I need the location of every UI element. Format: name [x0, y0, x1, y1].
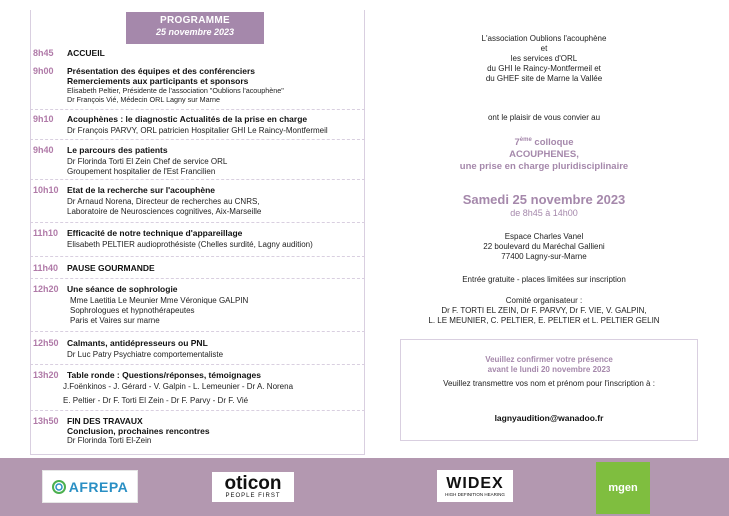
item-line: J.Foënkinos - J. Gérard - V. Galpin - L. Lemeunier - Dr A. Norena: [63, 382, 294, 391]
colloque-block: [395, 134, 693, 173]
item-title: Table ronde : Questions/réponses, témoignages: [67, 370, 261, 380]
item-title-2: Remerciements aux participants et sponsors: [67, 76, 249, 86]
divider: [30, 179, 365, 180]
item-time: 8h45: [33, 48, 54, 58]
item-line: Mme Laetitia Le Meunier Mme Véronique GALPIN: [70, 296, 249, 305]
date-block: [395, 192, 693, 219]
item-title: FIN DES TRAVAUX: [67, 416, 143, 426]
venue-block: [395, 232, 693, 262]
item-line: Paris et Vaires sur marne: [70, 316, 160, 325]
item-line: Laboratoire de Neurosciences cognitives, Aix-Marseille: [67, 207, 262, 216]
venue-line: 22 boulevard du Maréchal Gallieni: [483, 242, 605, 251]
committee-line: Dr F. TORTI EL ZEIN, Dr F. PARVY, Dr F. VIE, V. GALPIN,: [441, 306, 647, 315]
item-time: 12h20: [33, 284, 59, 294]
item-line: Groupement hospitalier de l'Est Francilien: [67, 167, 216, 176]
item-title-2: Conclusion, prochaines rencontres: [67, 426, 210, 436]
venue-line: Espace Charles Vanel: [504, 232, 584, 241]
divider: [30, 278, 365, 279]
afrepa-text: AFREPA: [68, 478, 129, 495]
oticon-logo: [212, 472, 294, 502]
widex-tagline: HIGH DEFINITION HEARING: [445, 492, 505, 497]
item-title: Présentation des équipes et des conférenciers: [67, 66, 256, 76]
afrepa-logo: [42, 470, 138, 503]
committee-title: Comité organisateur :: [505, 296, 583, 305]
divider: [30, 222, 365, 223]
item-line: Dr François Vié, Médecin ORL Lagny sur Marne: [67, 95, 220, 104]
divider: [30, 364, 365, 365]
item-line: Elisabeth Peltier, Présidente de l'association "Oublions l'acouphène": [67, 86, 284, 95]
item-title: PAUSE GOURMANDE: [67, 263, 155, 273]
item-line: Dr François PARVY, ORL patricien Hospitalier GHI Le Raincy-Montfermeil: [67, 126, 328, 135]
confirm-instruction: Veuillez transmettre vos nom et prénom pour l'inscription à :: [443, 379, 655, 388]
mgen-logo: [596, 462, 650, 514]
event-date: Samedi 25 novembre 2023: [462, 192, 626, 207]
colloque-name: ACOUPHENES,: [509, 149, 579, 161]
item-time: 11h10: [33, 228, 59, 238]
organizer-line: L'association Oublions l'acouphène: [481, 34, 607, 43]
invite-text-line: ont le plaisir de vous convier au: [487, 113, 601, 122]
item-title: ACCUEIL: [67, 48, 105, 58]
colloque-ordinal: 7: [514, 137, 520, 149]
programme-header: [126, 12, 264, 44]
entry-info: [395, 275, 693, 285]
organizer-line: les services d'ORL: [510, 54, 578, 63]
item-line: Dr Luc Patry Psychiatre comportementaliste: [67, 350, 224, 359]
item-title: Etat de la recherche sur l'acouphène: [67, 185, 215, 195]
registration-email[interactable]: lagnyaudition@wanadoo.fr: [494, 413, 604, 423]
venue-line: 77400 Lagny-sur-Marne: [501, 252, 587, 261]
oticon-tagline: PEOPLE FIRST: [225, 493, 281, 499]
item-time: 13h20: [33, 370, 59, 380]
colloque-number: [395, 134, 693, 149]
divider: [30, 256, 365, 257]
item-time: 10h10: [33, 185, 59, 195]
divider: [30, 331, 365, 332]
item-title: Efficacité de notre technique d'appareillage: [67, 228, 243, 238]
item-time: 12h50: [33, 338, 59, 348]
invite-text: [395, 113, 693, 123]
confirm-line-2: avant le lundi 20 novembre 2023: [487, 365, 611, 374]
mgen-text: mgen: [608, 482, 638, 494]
oticon-text: oticon: [224, 473, 282, 494]
divider: [30, 109, 365, 110]
item-line: Elisabeth PELTIER audioprothésiste (Chelles surdité, Lagny audition): [67, 240, 313, 249]
colloque-sup: ème: [519, 137, 532, 143]
programme-date: 25 novembre 2023: [155, 27, 235, 37]
item-line: Sophrologues et hypnothérapeutes: [70, 306, 195, 315]
entry-text: Entrée gratuite - places limitées sur inscription: [462, 275, 626, 284]
divider: [30, 410, 365, 411]
organizer-line: et: [540, 44, 548, 53]
item-time: 9h00: [33, 66, 54, 76]
item-time: 9h40: [33, 145, 54, 155]
confirm-box: [400, 339, 698, 441]
committee-line: L. LE MEUNIER, C. PELTIER, E. PELTIER et L. PELTIER GELIN: [428, 316, 660, 325]
afrepa-swirl-icon: [52, 480, 66, 494]
widex-text: WIDEX: [446, 475, 504, 492]
organizer-line: du GHEF site de Marne la Vallée: [485, 74, 603, 83]
organizers-block: [395, 34, 693, 84]
colloque-subtitle: une prise en charge pluridisciplinaire: [459, 161, 629, 173]
confirm-line-1: Veuillez confirmer votre présence: [485, 355, 613, 364]
item-title: Calmants, antidépresseurs ou PNL: [67, 338, 208, 348]
item-line: Dr Florinda Torti El-Zein: [67, 436, 152, 445]
programme-title: PROGRAMME: [160, 15, 230, 26]
item-title: Une séance de sophrologie: [67, 284, 178, 294]
item-time: 11h40: [33, 263, 59, 273]
item-line: Dr Florinda Torti El Zein Chef de service ORL: [67, 157, 228, 166]
item-title: Acouphènes : le diagnostic Actualités de la prise en charge: [67, 114, 308, 124]
divider: [30, 139, 365, 140]
item-time: 9h10: [33, 114, 54, 124]
organizer-line: du GHI le Raincy-Montfermeil et: [487, 64, 601, 73]
item-time: 13h50: [33, 416, 59, 426]
item-line: E. Peltier - Dr F. Torti El Zein - Dr F. Parvy - Dr F. Vié: [63, 396, 249, 405]
item-title: Le parcours des patients: [67, 145, 168, 155]
colloque-word: colloque: [531, 137, 574, 149]
event-hours: de 8h45 à 14h00: [510, 208, 578, 218]
item-line: Dr Arnaud Norena, Directeur de recherches au CNRS,: [67, 197, 260, 206]
widex-logo: [437, 470, 513, 502]
committee-block: [395, 296, 693, 326]
